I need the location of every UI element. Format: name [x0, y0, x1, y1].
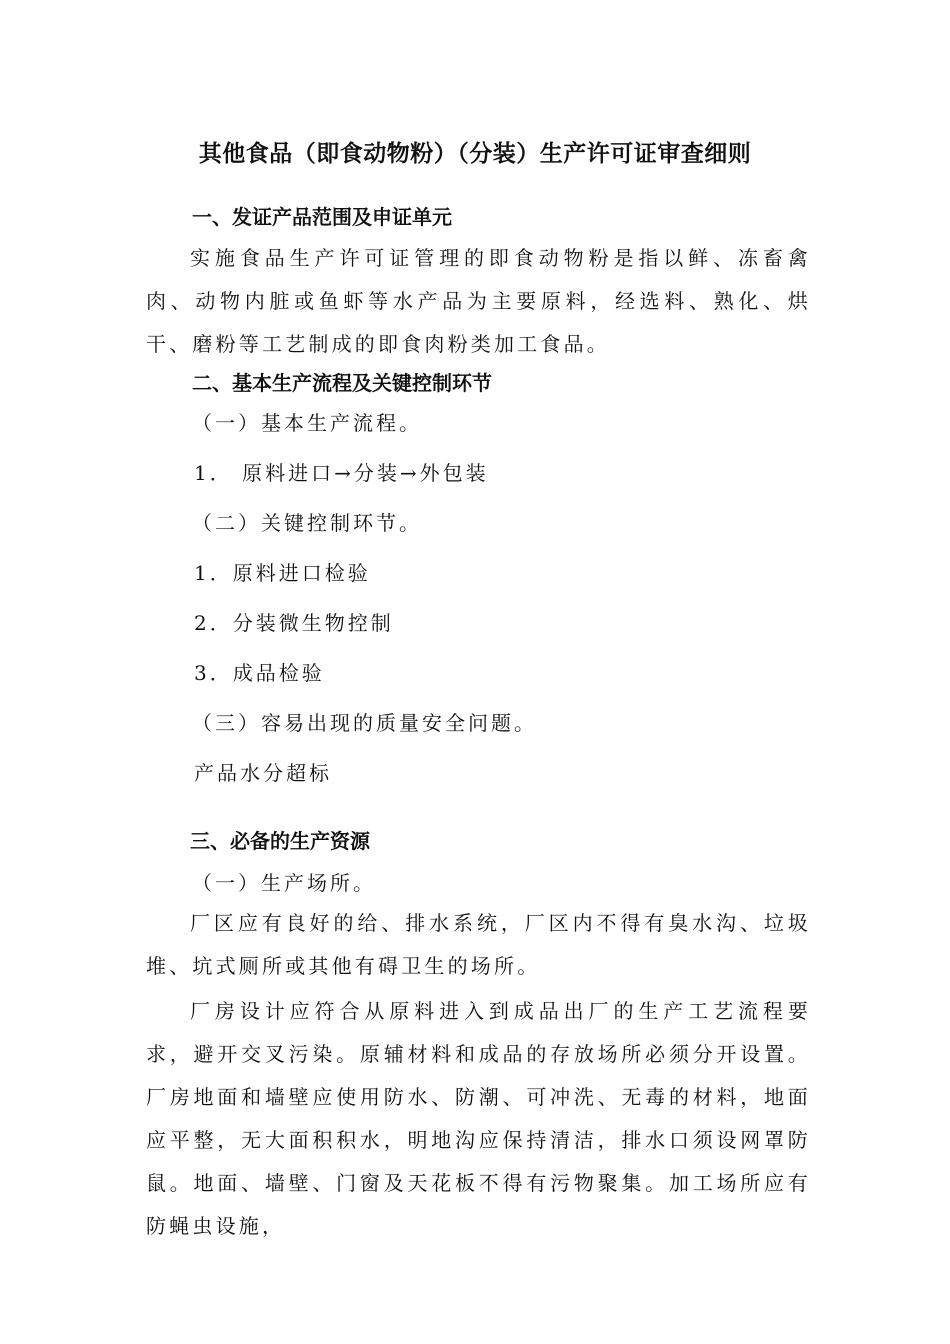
section-3-heading: 三、必备的生产资源: [190, 829, 370, 853]
control-item-1: 1．原料进口检验: [194, 561, 371, 585]
control-item-2: 2．分装微生物控制: [194, 611, 394, 635]
quality-problem: 产品水分超标: [194, 761, 332, 785]
flow-line: 1． 原料进口→分装→外包装: [194, 461, 489, 485]
section-2-sub3: （三）容易出现的质量安全问题。: [192, 711, 537, 735]
section-3-sub1: （一）生产场所。: [192, 871, 376, 895]
page-title: 其他食品（即食动物粉）（分装）生产许可证审查细则: [198, 141, 752, 167]
section-2-sub2: （二）关键控制环节。: [192, 511, 422, 535]
section-3-para-2: 厂房设计应符合从原料进入到成品出厂的生产工艺流程要求，避开交叉污染。原辅材料和成品的存放场所必须分开设置。厂房地面和墙壁应使用防水、防潮、可冲洗、无毒的材料，地面应平整，无大面积积水，明地沟应保持清洁，排水口须设网罩防鼠。地面、墙壁、门窗及天花板不得有污物聚集。加工场所应有防蝇虫设施，: [146, 999, 811, 1238]
section-2-sub1: （一）基本生产流程。: [192, 411, 422, 435]
control-item-3: 3．成品检验: [194, 661, 325, 685]
section-1-heading: 一、发证产品范围及申证单元: [192, 205, 452, 229]
section-3-para-1: 厂区应有良好的给、排水系统，厂区内不得有臭水沟、垃圾堆、坑式厕所或其他有碍卫生的场所。: [146, 911, 811, 978]
section-2-heading: 二、基本生产流程及关键控制环节: [192, 371, 492, 395]
section-1-body: 实施食品生产许可证管理的即食动物粉是指以鲜、冻畜禽肉、动物内脏或鱼虾等水产品为主要原料，经选料、熟化、烘干、磨粉等工艺制成的即食肉粉类加工食品。: [146, 246, 811, 356]
